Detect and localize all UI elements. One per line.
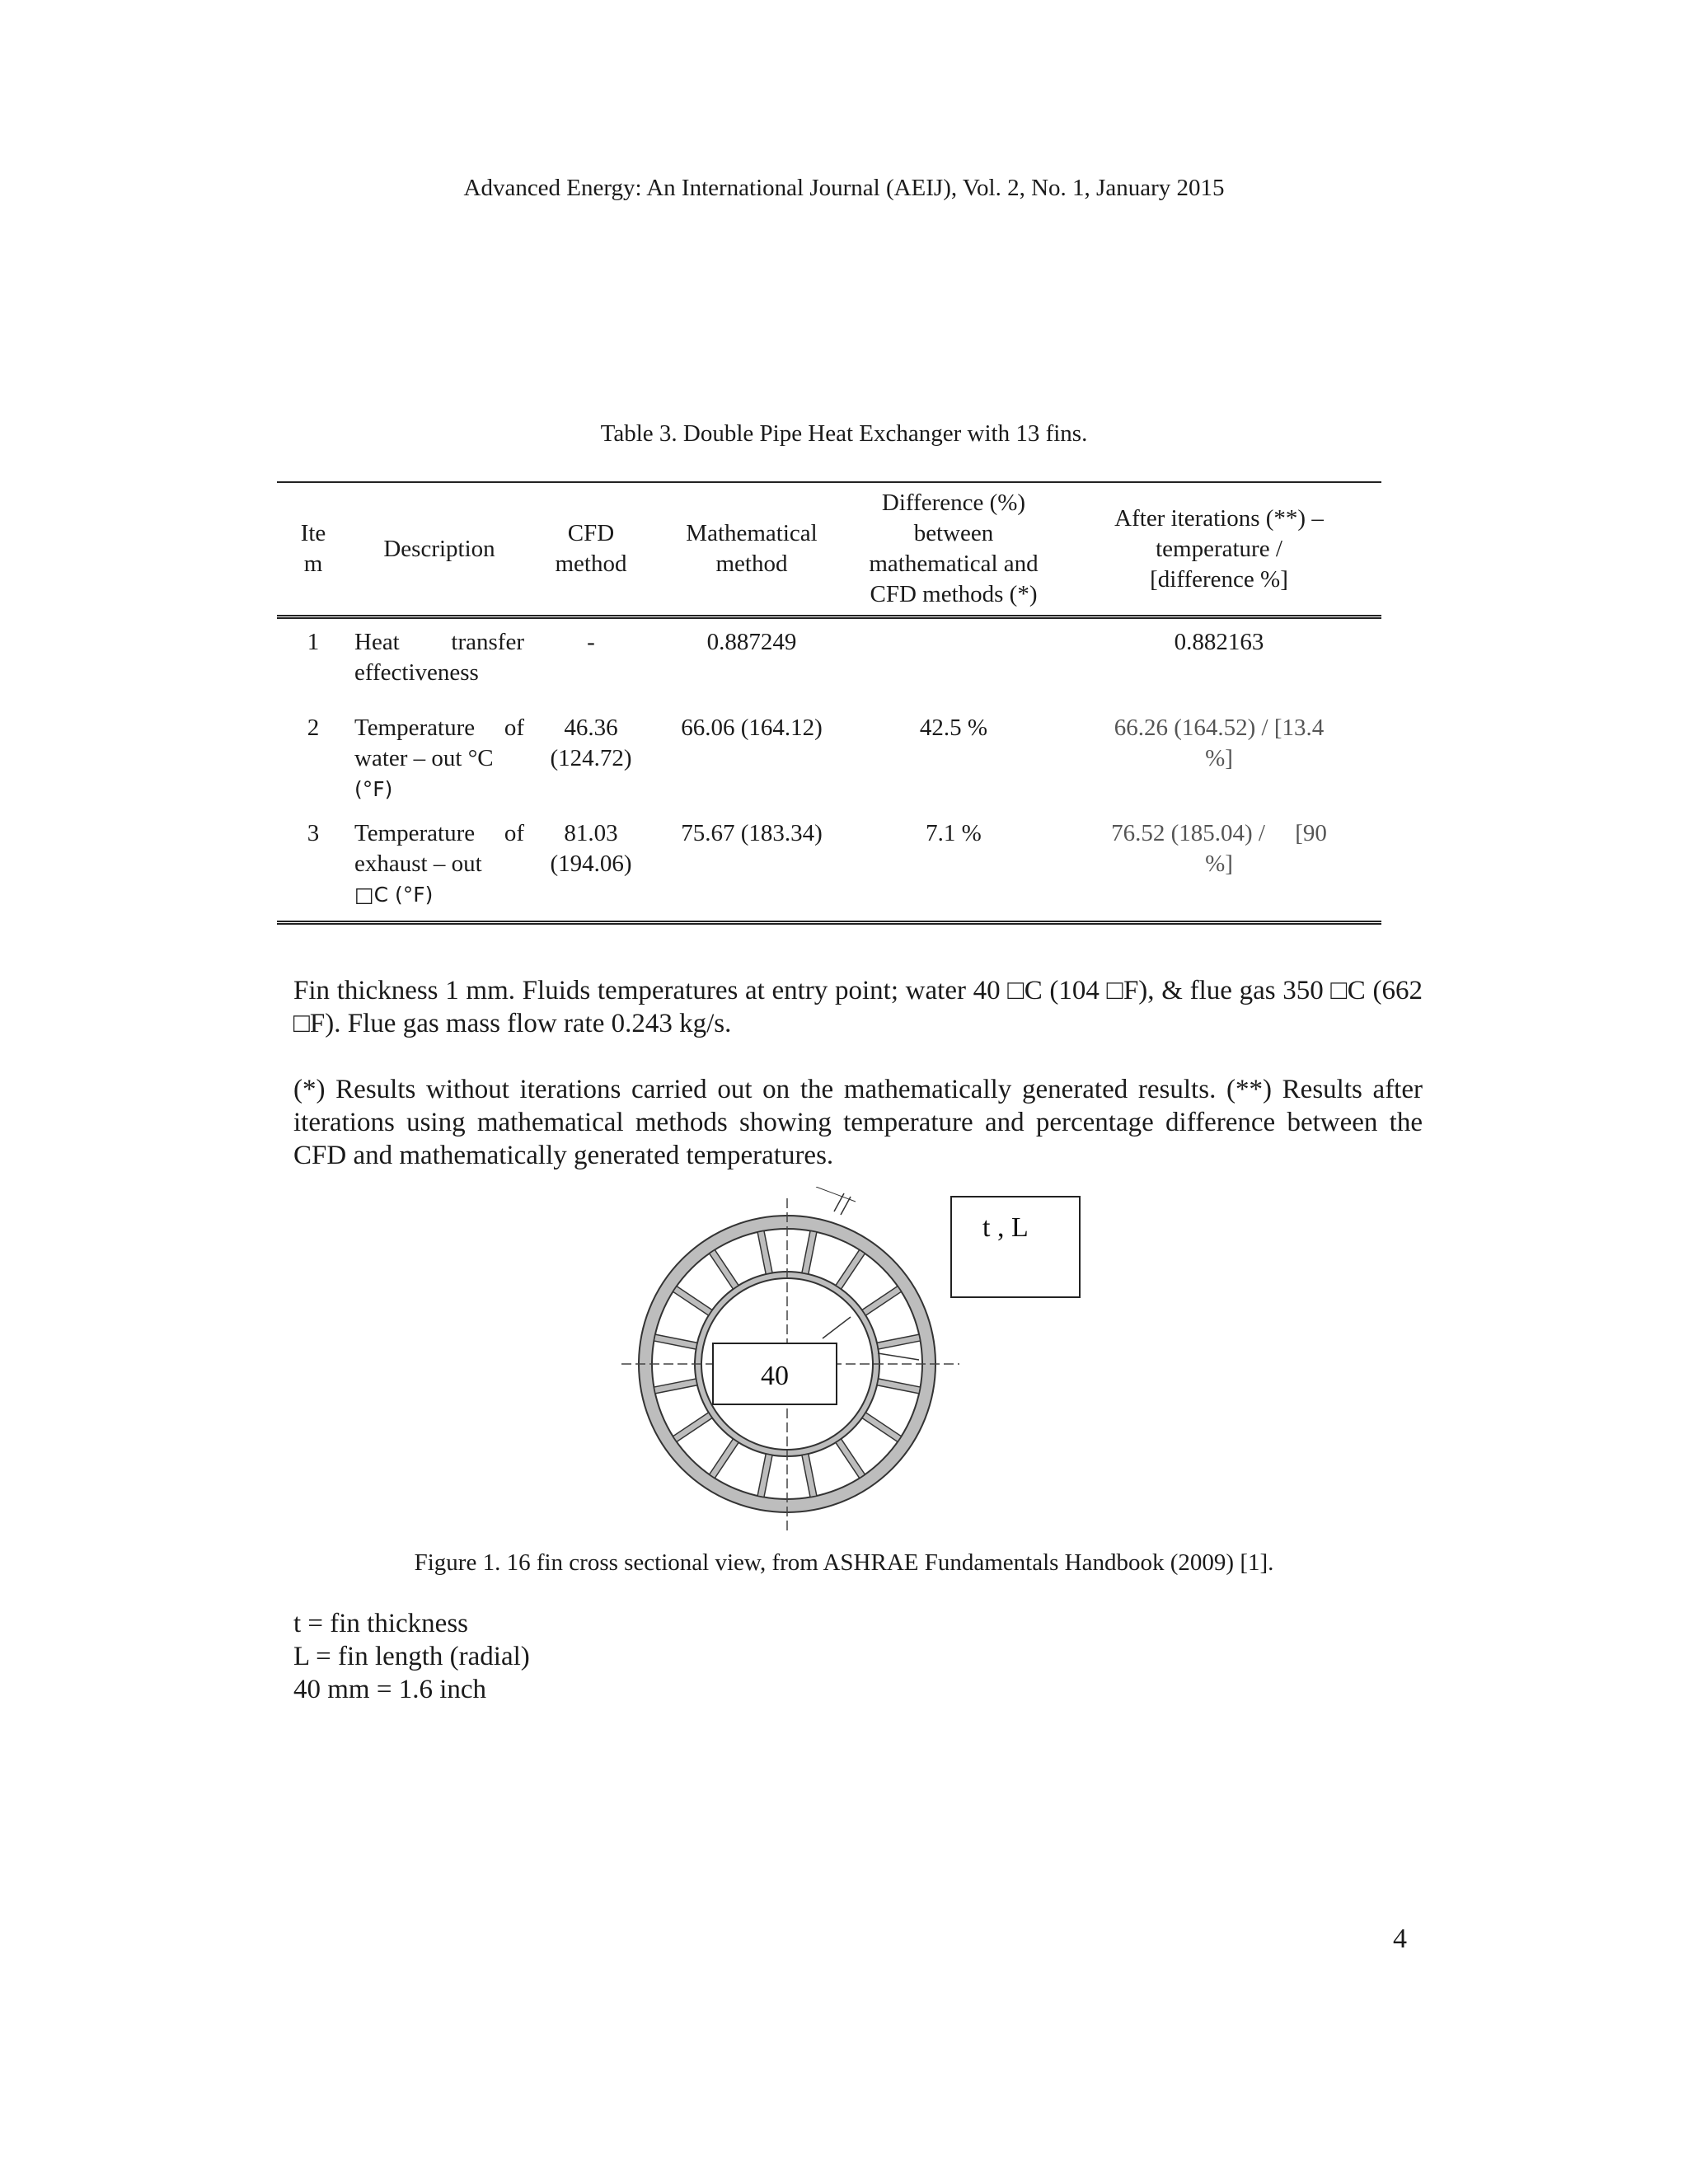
- fin-thickness-leader-a: [834, 1193, 844, 1212]
- fin-cross-section-diagram: [610, 1187, 1088, 1541]
- col-header-math-text: Mathematical method: [686, 520, 818, 577]
- legend-line: 40 mm = 1.6 inch: [293, 1675, 487, 1704]
- cell-difference: 42.5 %: [919, 715, 988, 741]
- cell-description-text: Temperature of water – out °C: [354, 715, 524, 771]
- cell-after: 66.26 (164.52) / [13.4 %]: [1114, 715, 1325, 771]
- figure-caption: Figure 1. 16 fin cross sectional view, from ASHRAE Fundamentals Handbook (2009) [1].: [414, 1549, 1274, 1576]
- page-number: 4: [1393, 1924, 1407, 1954]
- col-header-cfd: [529, 482, 653, 617]
- cell-math: 0.887249: [706, 629, 797, 655]
- col-header-cfd-text: CFD method: [555, 520, 627, 577]
- legend-line: L = fin length (radial): [293, 1642, 530, 1671]
- cell-cfd: 46.36 (124.72): [550, 715, 632, 771]
- cell-cfd: 81.03 (194.06): [550, 820, 632, 877]
- results-table: [277, 481, 1381, 925]
- fin-conditions-paragraph: Fin thickness 1 mm. Fluids temperatures at entry point; water 40 □C (104 □F), & flue gas 350 □C (662 □F). Flue gas mass flow rate 0.243 kg/s.: [293, 976, 1423, 1038]
- cell-difference: [851, 617, 1057, 710]
- cell-after: 76.52 (185.04) / [90 %]: [1111, 820, 1327, 877]
- cell-description: [349, 815, 529, 923]
- cell-description: [349, 617, 529, 710]
- cell-item: 3: [307, 820, 320, 846]
- cell-cfd: -: [587, 629, 595, 655]
- running-header: Advanced Energy: An International Journal (AEIJ), Vol. 2, No. 1, January 2015: [463, 175, 1225, 201]
- cell-description-text: Heat transfer effectiveness: [354, 629, 524, 686]
- cell-difference: 7.1 %: [926, 820, 982, 846]
- col-header-description: [349, 482, 529, 617]
- center-label-text: 40: [761, 1361, 789, 1391]
- col-header-math: [653, 482, 851, 617]
- col-header-description-text: Description: [383, 535, 495, 562]
- col-header-after-text: After iterations (**) – temperature / [difference %]: [1114, 504, 1324, 593]
- col-header-item-text: Ite m: [300, 520, 326, 577]
- cell-description-unit: (°F): [354, 777, 393, 801]
- col-header-after: [1057, 482, 1381, 617]
- table-row: [277, 710, 1381, 815]
- legend-line: t = fin thickness: [293, 1609, 469, 1638]
- fin-parameter-text: t , L: [982, 1212, 1029, 1243]
- table-header-row: [277, 482, 1381, 617]
- results-table-grid: [277, 481, 1381, 925]
- col-header-item: [277, 482, 349, 617]
- cell-item: 1: [307, 629, 320, 655]
- table-row: [277, 815, 1381, 923]
- col-header-difference: [851, 482, 1057, 617]
- cell-after: 0.882163: [1174, 629, 1264, 655]
- fin-thickness-dimension-line: [816, 1187, 856, 1202]
- cell-description-text: Temperature of exhaust – out: [354, 820, 524, 877]
- iterations-paragraph: (*) Results without iterations carried out on the mathematically generated results. (**) Results after iterations using mathematical methods showing temperature and percentage difference between the CFD and mathematically generated temperatures.: [293, 1075, 1423, 1170]
- fin-cross-section-figure: [610, 1187, 1088, 1541]
- cell-description-unit: □C (°F): [354, 883, 434, 907]
- symbol-legend: [293, 1607, 530, 1706]
- table-row: [277, 617, 1381, 710]
- col-header-difference-text: Difference (%) between mathematical and CFD methods (*): [869, 490, 1039, 607]
- table-caption: Table 3. Double Pipe Heat Exchanger with 13 fins.: [600, 420, 1088, 447]
- cell-math: 75.67 (183.34): [681, 820, 823, 846]
- cell-item: 2: [307, 715, 320, 741]
- cell-description: [349, 710, 529, 815]
- cell-math: 66.06 (164.12): [681, 715, 823, 741]
